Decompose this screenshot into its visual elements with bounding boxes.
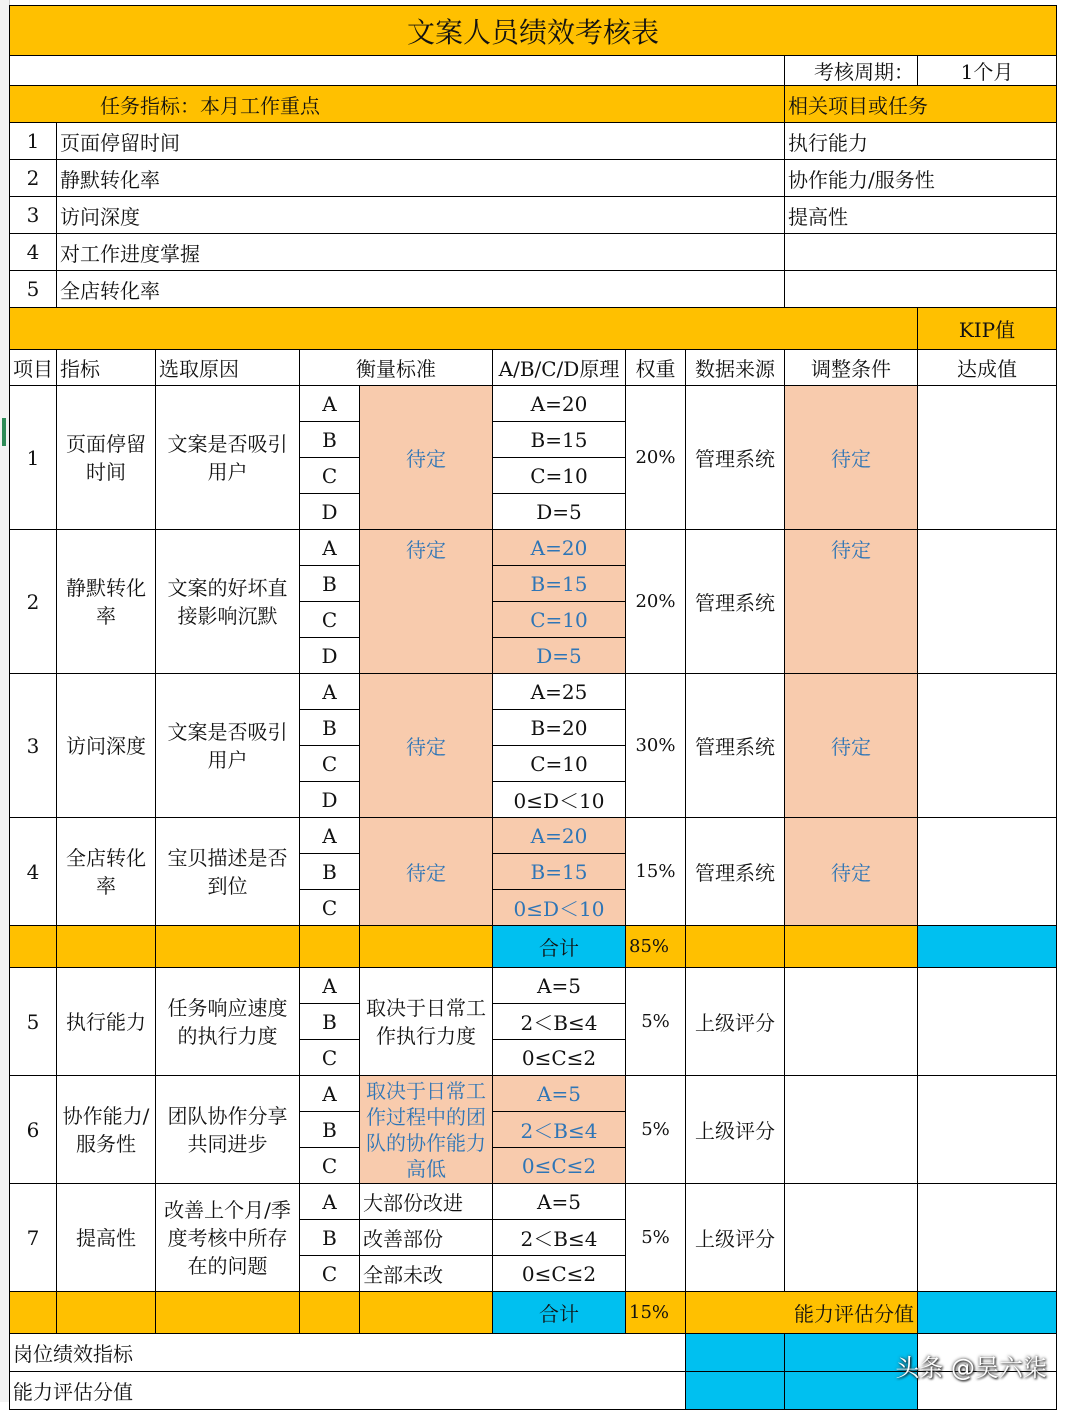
grade-cell[interactable]: A [300, 818, 360, 854]
kpi-metric[interactable]: 访问深度 [57, 674, 156, 818]
ability-standard[interactable]: 取决于日常工作执行力度 [360, 968, 493, 1076]
kpi-standard[interactable]: 待定 [360, 674, 493, 818]
grade-cell[interactable]: A [300, 674, 360, 710]
ability-metric[interactable]: 提高性 [57, 1184, 156, 1292]
sheet-title[interactable]: 文案人员绩效考核表 [10, 6, 1057, 56]
tasks-header[interactable]: 任务指标：本月工作重点 [10, 86, 785, 123]
kpi-achieved[interactable] [918, 530, 1057, 674]
ability-standard-line[interactable]: 全部未改 [360, 1256, 493, 1292]
subtotal-cell[interactable] [57, 926, 156, 968]
subtotal-value[interactable]: 85% [626, 926, 686, 968]
kpi-no[interactable]: 2 [10, 530, 57, 674]
grade-cell[interactable]: A [300, 968, 360, 1004]
task-no[interactable]: 2 [10, 160, 57, 197]
grade-cell[interactable]: B [300, 1112, 360, 1148]
ability-weight[interactable]: 5% [626, 1184, 686, 1292]
col-source[interactable]: 数据来源 [686, 350, 785, 386]
principle-cell[interactable]: 2＜B≤4 [493, 1004, 626, 1040]
grade-cell[interactable]: B [300, 1004, 360, 1040]
subtotal-cell[interactable] [10, 926, 57, 968]
principle-cell[interactable]: A=5 [493, 968, 626, 1004]
grade-cell[interactable]: B [300, 854, 360, 890]
kpi-achieved[interactable] [918, 674, 1057, 818]
grade-cell[interactable]: B [300, 710, 360, 746]
task-name[interactable]: 访问深度 [57, 197, 785, 234]
performance-sheet [9, 5, 1057, 1410]
ability-standard-line[interactable]: 大部份改进 [360, 1184, 493, 1220]
kpi-no[interactable]: 3 [10, 674, 57, 818]
subtotal-cell[interactable] [10, 1292, 57, 1334]
ability-score-footer-label[interactable]: 能力评估分值 [10, 1372, 686, 1410]
kpi-achieved[interactable] [918, 818, 1057, 926]
subtotal-cell[interactable] [360, 1292, 493, 1334]
kpi-reason[interactable]: 文案是否吸引用户 [156, 386, 300, 530]
kpi-metric[interactable]: 页面停留时间 [57, 386, 156, 530]
col-adjust[interactable]: 调整条件 [785, 350, 918, 386]
principle-cell[interactable]: A=20 [493, 818, 626, 854]
grade-cell[interactable]: C [300, 1040, 360, 1076]
kpi-standard[interactable]: 待定 [360, 530, 493, 674]
principle-cell[interactable]: 0≤C≤2 [493, 1256, 626, 1292]
grade-cell[interactable]: A [300, 1076, 360, 1112]
ability-no[interactable]: 7 [10, 1184, 57, 1292]
kpi-no[interactable]: 4 [10, 818, 57, 926]
grade-cell[interactable]: C [300, 890, 360, 926]
task-related[interactable] [785, 271, 1057, 308]
ability-weight[interactable]: 5% [626, 1076, 686, 1184]
kpi-adjust[interactable]: 待定 [785, 674, 918, 818]
kpi-weight[interactable]: 20% [626, 386, 686, 530]
grade-cell[interactable]: C [300, 1256, 360, 1292]
principle-cell[interactable]: 2＜B≤4 [493, 1112, 626, 1148]
ability-achieved[interactable] [918, 1076, 1057, 1184]
grade-cell[interactable]: D [300, 782, 360, 818]
watermark: 头条 @吴六柒 [895, 1354, 1047, 1382]
task-no[interactable]: 4 [10, 234, 57, 271]
grade-cell[interactable]: D [300, 494, 360, 530]
principle-cell[interactable]: C=10 [493, 458, 626, 494]
task-name[interactable]: 全店转化率 [57, 271, 785, 308]
subtotal-achieved[interactable] [918, 926, 1057, 968]
kpi-source[interactable]: 管理系统 [686, 818, 785, 926]
kpi-standard[interactable]: 待定 [360, 386, 493, 530]
subtotal-cell[interactable] [156, 926, 300, 968]
kip-band[interactable] [10, 308, 918, 350]
kpi-achieved[interactable] [918, 386, 1057, 530]
grade-cell[interactable]: B [300, 422, 360, 458]
ability-score-label[interactable]: 能力评估分值 [686, 1292, 918, 1334]
ability-standard-line[interactable]: 改善部份 [360, 1220, 493, 1256]
principle-cell[interactable]: B=15 [493, 566, 626, 602]
ability-reason[interactable]: 任务响应速度的执行力度 [156, 968, 300, 1076]
subtotal-label[interactable]: 合计 [493, 1292, 626, 1334]
ability-achieved[interactable] [918, 1184, 1057, 1292]
col-metric[interactable]: 指标 [57, 350, 156, 386]
task-related[interactable]: 执行能力 [785, 123, 1057, 160]
principle-cell[interactable]: B=20 [493, 710, 626, 746]
col-item[interactable]: 项目 [10, 350, 57, 386]
col-reason[interactable]: 选取原因 [156, 350, 300, 386]
subtotal-cell[interactable] [686, 926, 785, 968]
kpi-reason[interactable]: 宝贝描述是否到位 [156, 818, 300, 926]
ability-adjust[interactable] [785, 1076, 918, 1184]
principle-cell[interactable]: B=15 [493, 854, 626, 890]
related-header[interactable]: 相关项目或任务 [785, 86, 1057, 123]
kpi-adjust[interactable]: 待定 [785, 386, 918, 530]
task-name[interactable]: 静默转化率 [57, 160, 785, 197]
grade-cell[interactable]: C [300, 602, 360, 638]
principle-cell[interactable]: A=5 [493, 1184, 626, 1220]
subtotal-label[interactable]: 合计 [493, 926, 626, 968]
principle-cell[interactable]: 0≤D＜10 [493, 890, 626, 926]
selected-row-marker [2, 418, 6, 446]
principle-cell[interactable]: 0≤C≤2 [493, 1040, 626, 1076]
kpi-adjust[interactable]: 待定 [785, 530, 918, 674]
subtotal-cell[interactable] [360, 926, 493, 968]
ability-achieved[interactable] [918, 968, 1057, 1076]
period-spacer[interactable] [10, 56, 785, 86]
principle-cell[interactable]: 2＜B≤4 [493, 1220, 626, 1256]
kpi-reason[interactable]: 文案的好坏直接影响沉默 [156, 530, 300, 674]
grade-cell[interactable]: C [300, 458, 360, 494]
subtotal-cell[interactable] [300, 1292, 360, 1334]
ability-score-footer-value[interactable] [686, 1372, 785, 1410]
col-achieved[interactable]: 达成值 [918, 350, 1057, 386]
principle-cell[interactable]: D=5 [493, 494, 626, 530]
subtotal-value[interactable]: 15% [626, 1292, 686, 1334]
ability-weight[interactable]: 5% [626, 968, 686, 1076]
principle-cell[interactable]: B=15 [493, 422, 626, 458]
task-related[interactable] [785, 234, 1057, 271]
kpi-weight[interactable]: 30% [626, 674, 686, 818]
kip-label[interactable]: KIP值 [918, 308, 1057, 350]
task-related[interactable]: 协作能力/服务性 [785, 160, 1057, 197]
ability-reason[interactable]: 改善上个月/季度考核中所存在的问题 [156, 1184, 300, 1292]
col-standard[interactable]: 衡量标准 [300, 350, 493, 386]
task-name[interactable]: 对工作进度掌握 [57, 234, 785, 271]
grade-cell[interactable]: C [300, 746, 360, 782]
period-label[interactable]: 考核周期： [785, 56, 918, 86]
task-no[interactable]: 5 [10, 271, 57, 308]
ability-score-value[interactable] [918, 1292, 1057, 1334]
grade-cell[interactable]: A [300, 386, 360, 422]
kpi-source[interactable]: 管理系统 [686, 674, 785, 818]
subtotal-cell[interactable] [785, 926, 918, 968]
kpi-adjust[interactable]: 待定 [785, 818, 918, 926]
task-related[interactable]: 提高性 [785, 197, 1057, 234]
kpi-source[interactable]: 管理系统 [686, 386, 785, 530]
ability-metric[interactable]: 执行能力 [57, 968, 156, 1076]
principle-cell[interactable]: A=20 [493, 386, 626, 422]
ability-reason[interactable]: 团队协作分享共同进步 [156, 1076, 300, 1184]
grade-cell[interactable]: D [300, 638, 360, 674]
grade-cell[interactable]: A [300, 1184, 360, 1220]
task-no[interactable]: 3 [10, 197, 57, 234]
ability-metric[interactable]: 协作能力/服务性 [57, 1076, 156, 1184]
principle-cell[interactable]: 0≤D＜10 [493, 782, 626, 818]
post-kpi-value[interactable] [686, 1334, 785, 1372]
principle-cell[interactable]: C=10 [493, 602, 626, 638]
ability-adjust[interactable] [785, 1184, 918, 1292]
kpi-metric[interactable]: 静默转化率 [57, 530, 156, 674]
ability-adjust[interactable] [785, 968, 918, 1076]
task-name[interactable]: 页面停留时间 [57, 123, 785, 160]
col-principle[interactable]: A/B/C/D原理 [493, 350, 626, 386]
subtotal-cell[interactable] [156, 1292, 300, 1334]
grade-cell[interactable]: C [300, 1148, 360, 1184]
kpi-metric[interactable]: 全店转化率 [57, 818, 156, 926]
kpi-reason[interactable]: 文案是否吸引用户 [156, 674, 300, 818]
task-no[interactable]: 1 [10, 123, 57, 160]
principle-cell[interactable]: A=20 [493, 530, 626, 566]
kpi-source[interactable]: 管理系统 [686, 530, 785, 674]
ability-no[interactable]: 6 [10, 1076, 57, 1184]
ability-standard[interactable]: 取决于日常工作过程中的团队的协作能力高低 [360, 1076, 493, 1184]
kpi-weight[interactable]: 15% [626, 818, 686, 926]
principle-cell[interactable]: A=5 [493, 1076, 626, 1112]
subtotal-cell[interactable] [57, 1292, 156, 1334]
grade-cell[interactable]: B [300, 1220, 360, 1256]
kpi-standard[interactable]: 待定 [360, 818, 493, 926]
principle-cell[interactable]: C=10 [493, 746, 626, 782]
col-weight[interactable]: 权重 [626, 350, 686, 386]
grade-cell[interactable]: A [300, 530, 360, 566]
principle-cell[interactable]: 0≤C≤2 [493, 1148, 626, 1184]
principle-cell[interactable]: A=25 [493, 674, 626, 710]
period-value[interactable]: 1个月 [918, 56, 1057, 86]
subtotal-cell[interactable] [300, 926, 360, 968]
ability-source[interactable]: 上级评分 [686, 1076, 785, 1184]
ability-source[interactable]: 上级评分 [686, 968, 785, 1076]
ability-source[interactable]: 上级评分 [686, 1184, 785, 1292]
kpi-weight[interactable]: 20% [626, 530, 686, 674]
ability-no[interactable]: 5 [10, 968, 57, 1076]
grade-cell[interactable]: B [300, 566, 360, 602]
kpi-no[interactable]: 1 [10, 386, 57, 530]
principle-cell[interactable]: D=5 [493, 638, 626, 674]
post-kpi-label[interactable]: 岗位绩效指标 [10, 1334, 686, 1372]
